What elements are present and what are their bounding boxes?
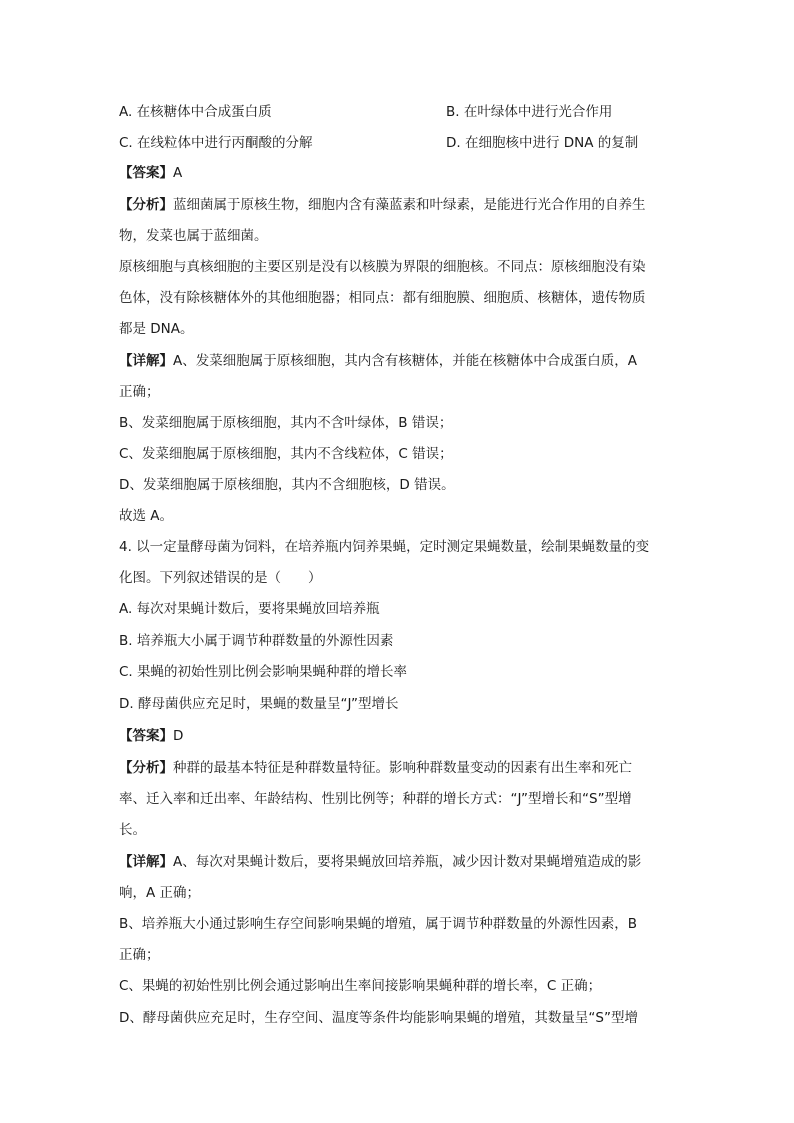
- q4-option-d: D. 酵母菌供应充足时，果蝇的数量呈“J”型增长: [119, 696, 399, 712]
- detail-text: A、发菜细胞属于原核细胞，其内含有核糖体，并能在核糖体中合成蛋白质，A: [173, 353, 637, 369]
- q3-detail-line: D、发菜细胞属于原核细胞，其内不含细胞核，D 错误。: [119, 477, 455, 493]
- detail-tag: 【详解】: [119, 854, 173, 870]
- q3-conclusion: 故选 A。: [119, 508, 174, 524]
- q3-detail-line: B、发菜细胞属于原核细胞，其内不含叶绿体，B 错误；: [119, 415, 453, 431]
- q3-detail-line: [119, 351, 637, 371]
- analysis-tag: 【分析】: [119, 197, 173, 213]
- q3-detail-line: 正确；: [119, 384, 160, 400]
- q3-analysis-line: [119, 195, 646, 215]
- answer-value: D: [173, 728, 184, 744]
- q4-answer: [119, 726, 183, 746]
- q4-option-c: C. 果蝇的初始性别比例会影响果蝇种群的增长率: [119, 664, 408, 680]
- q3-option-b: B. 在叶绿体中进行光合作用: [446, 104, 613, 120]
- q3-analysis-line: 色体，没有除核糖体外的其他细胞器；相同点：都有细胞膜、细胞质、核糖体，遗传物质: [119, 290, 646, 306]
- q4-detail-line: 响，A 正确；: [119, 885, 201, 901]
- analysis-tag: 【分析】: [119, 760, 173, 776]
- answer-tag: 【答案】: [119, 728, 173, 744]
- q4-detail-line: B、培养瓶大小通过影响生存空间影响果蝇的增殖，属于调节种群数量的外源性因素，B: [119, 916, 638, 932]
- answer-tag: 【答案】: [119, 165, 173, 181]
- q4-stem-line: 化图。下列叙述错误的是（ ）: [119, 570, 322, 586]
- q3-option-c: C. 在线粒体中进行丙酮酸的分解: [119, 135, 313, 151]
- q4-detail-line: D、酵母菌供应充足时，生存空间、温度等条件均能影响果蝇的增殖，其数量呈“S”型增: [119, 1010, 638, 1026]
- q3-analysis-line: 都是 DNA。: [119, 321, 194, 337]
- q4-detail-line: C、果蝇的初始性别比例会通过影响出生率间接影响果蝇种群的增长率，C 正确；: [119, 978, 602, 994]
- q3-option-a: A. 在核糖体中合成蛋白质: [119, 104, 272, 120]
- q3-analysis-line: 物，发菜也属于蓝细菌。: [119, 228, 268, 244]
- q4-option-b: B. 培养瓶大小属于调节种群数量的外源性因素: [119, 633, 394, 649]
- q4-option-a: A. 每次对果蝇计数后，要将果蝇放回培养瓶: [119, 601, 380, 617]
- q4-detail-line: 正确；: [119, 947, 160, 963]
- detail-text: A、每次对果蝇计数后，要将果蝇放回培养瓶，减少因计数对果蝇增殖造成的影: [173, 854, 642, 870]
- q4-detail-line: [119, 852, 641, 872]
- q3-answer: [119, 163, 182, 183]
- q4-analysis-line: 率、迁入率和迁出率、年龄结构、性别比例等；种群的增长方式：“J”型增长和“S”型增: [119, 791, 632, 807]
- detail-tag: 【详解】: [119, 353, 173, 369]
- answer-value: A: [173, 165, 183, 181]
- q4-analysis-line: [119, 758, 632, 778]
- q4-analysis-line: 长。: [119, 822, 146, 838]
- analysis-text: 蓝细菌属于原核生物，细胞内含有藻蓝素和叶绿素，是能进行光合作用的自养生: [173, 197, 646, 213]
- q3-analysis-line: 原核细胞与真核细胞的主要区别是没有以核膜为界限的细胞核。不同点：原核细胞没有染: [119, 259, 646, 275]
- analysis-text: 种群的最基本特征是种群数量特征。影响种群数量变动的因素有出生率和死亡: [173, 760, 632, 776]
- q4-stem-line: 4. 以一定量酵母菌为饲料，在培养瓶内饲养果蝇，定时测定果蝇数量，绘制果蝇数量的变: [119, 539, 650, 555]
- q3-detail-line: C、发菜细胞属于原核细胞，其内不含线粒体，C 错误；: [119, 446, 453, 462]
- q3-option-d: D. 在细胞核中进行 DNA 的复制: [446, 135, 639, 151]
